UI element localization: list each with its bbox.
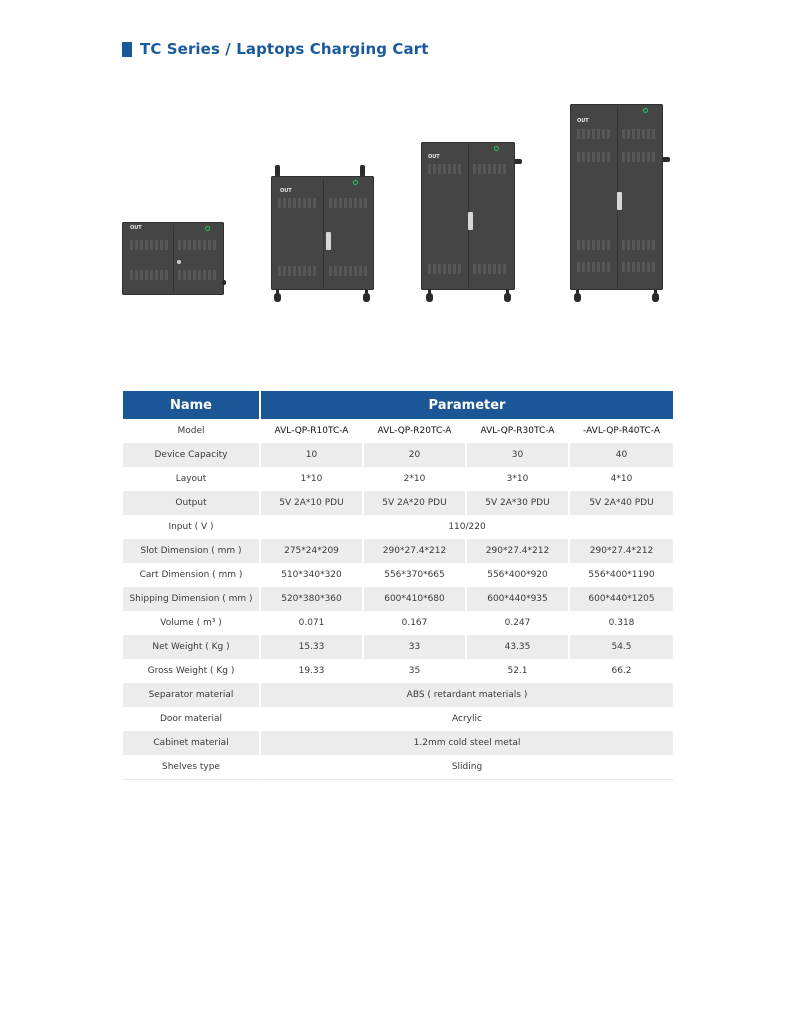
cell-value: 3*10 (466, 467, 569, 491)
door-seam (323, 179, 324, 287)
vent-grille (622, 240, 657, 250)
cell-value: 0.247 (466, 611, 569, 635)
cell-merged: 110/220 (448, 522, 486, 532)
cell-value: 35 (363, 659, 466, 683)
door-handle (326, 232, 331, 250)
wheel-icon (504, 293, 511, 302)
cell-value: 4*10 (610, 474, 633, 484)
vent-grille (577, 240, 612, 250)
vent-grille (473, 164, 508, 174)
vent-grille (622, 262, 657, 272)
cell-merged: ABS ( retardant materials ) (260, 683, 673, 707)
brand-logo: OUT (130, 225, 142, 231)
row-separator-material (123, 683, 673, 707)
vent-grille (622, 129, 657, 139)
cell-value: 19.33 (260, 659, 363, 683)
row-label: Device Capacity (123, 443, 260, 467)
row-cabinet-material (123, 731, 673, 755)
cell-value: 15.33 (260, 635, 363, 659)
brand-logo: OUT (428, 154, 440, 160)
side-handle (222, 280, 226, 285)
row-label: Cabinet material (123, 731, 260, 755)
vent-grille (428, 264, 463, 274)
cell-value: 5V 2A*30 PDU (466, 491, 569, 515)
wheel-icon (652, 293, 659, 302)
cell-value: 5V 2A*10 PDU (260, 491, 363, 515)
cell-value: -AVL-QP-R40TC-A (583, 426, 660, 436)
vent-grille (473, 264, 508, 274)
vent-grille (622, 152, 657, 162)
cell-value: 52.1 (466, 659, 569, 683)
wheel-icon (426, 293, 433, 302)
row-label: Net Weight ( Kg ) (123, 635, 260, 659)
wheel-icon (363, 293, 370, 302)
vent-grille (577, 152, 612, 162)
vent-grille (130, 270, 168, 280)
cell-value: 520*380*360 (260, 587, 363, 611)
cell-value: 2*10 (363, 467, 466, 491)
row-label: Slot Dimension ( mm ) (123, 539, 260, 563)
row-label: Model (123, 419, 260, 443)
cell-value: 556*370*665 (363, 563, 466, 587)
vent-grille (178, 270, 216, 280)
header-parameter: Parameter (260, 391, 673, 419)
row-label: Layout (123, 467, 260, 491)
cell-value: 0.071 (260, 611, 363, 635)
cell-value: 275*24*209 (260, 539, 363, 563)
cell-value: 0.318 (608, 618, 635, 628)
cell-merged: 1.2mm cold steel metal (260, 731, 673, 755)
cell-value: 66.2 (611, 666, 632, 676)
row-label: Shipping Dimension ( mm ) (123, 587, 260, 611)
side-handle (662, 157, 670, 162)
cell-value: 600*440*1205 (569, 587, 673, 611)
cell-value: 600*440*935 (466, 587, 569, 611)
page-title (122, 40, 429, 58)
row-label: Gross Weight ( Kg ) (123, 659, 260, 683)
cell-value: 0.167 (363, 611, 466, 635)
cell-value: 556*400*920 (466, 563, 569, 587)
page-title-text: TC Series / Laptops Charging Cart (140, 40, 429, 58)
row-shipping-dimension (123, 587, 673, 611)
door-seam (173, 225, 174, 292)
vent-grille (130, 240, 168, 250)
brand-logo: OUT (280, 188, 292, 194)
cell-value: 290*27.4*212 (466, 539, 569, 563)
cell-value: AVL-QP-R20TC-A (363, 419, 466, 443)
lock-icon (177, 260, 181, 264)
vent-grille (577, 129, 612, 139)
vent-grille (329, 266, 367, 276)
wheel-icon (274, 293, 281, 302)
row-label: Separator material (123, 683, 260, 707)
cart-body (570, 104, 663, 290)
row-label: Cart Dimension ( mm ) (123, 563, 260, 587)
cart-body (421, 142, 515, 290)
cell-value: 10 (260, 443, 363, 467)
cell-value: 5V 2A*20 PDU (363, 491, 466, 515)
table-header-row (123, 391, 673, 419)
title-accent-bar (122, 42, 132, 57)
cell-value: 290*27.4*212 (363, 539, 466, 563)
cell-value: 600*410*680 (363, 587, 466, 611)
header-name: Name (123, 391, 260, 419)
power-led-icon (205, 226, 210, 231)
cell-value: 510*340*320 (260, 563, 363, 587)
cell-value: 5V 2A*40 PDU (569, 491, 673, 515)
cell-value: 290*27.4*212 (569, 539, 673, 563)
power-led-icon (494, 146, 499, 151)
cell-value: 40 (569, 443, 673, 467)
row-label: Door material (123, 707, 260, 731)
row-cart-dimension (123, 563, 673, 587)
spec-table (123, 391, 673, 780)
cell-value: 556*400*1190 (588, 570, 655, 580)
row-model (123, 419, 673, 443)
cell-merged: Acrylic (452, 714, 482, 724)
cell-value: AVL-QP-R30TC-A (466, 419, 569, 443)
door-handle (468, 212, 473, 230)
cell-value: 1*10 (260, 467, 363, 491)
row-label: Volume ( m³ ) (123, 611, 260, 635)
row-input (123, 515, 673, 539)
cell-value: AVL-QP-R10TC-A (260, 419, 363, 443)
cell-merged: Sliding (260, 755, 673, 780)
brand-logo: OUT (577, 118, 589, 124)
door-handle (617, 192, 622, 210)
row-net-weight (123, 635, 673, 659)
row-label: Shelves type (123, 755, 260, 780)
power-led-icon (643, 108, 648, 113)
row-output (123, 491, 673, 515)
row-layout (123, 467, 673, 491)
row-label: Output (123, 491, 260, 515)
vent-grille (278, 198, 316, 208)
cell-value: 54.5 (569, 635, 673, 659)
vent-grille (178, 240, 216, 250)
power-led-icon (353, 180, 358, 185)
cart-body (271, 176, 374, 290)
row-volume (123, 611, 673, 635)
cell-value: 33 (363, 635, 466, 659)
cabinet-body (122, 222, 224, 295)
row-device-capacity (123, 443, 673, 467)
vent-grille (278, 266, 316, 276)
row-shelves-type (123, 755, 673, 780)
vent-grille (329, 198, 367, 208)
cell-value: 30 (466, 443, 569, 467)
cell-value: 20 (363, 443, 466, 467)
vent-grille (577, 262, 612, 272)
side-handle (514, 159, 522, 164)
cell-value: 43.35 (466, 635, 569, 659)
row-door-material (123, 707, 673, 731)
row-slot-dimension (123, 539, 673, 563)
row-gross-weight (123, 659, 673, 683)
wheel-icon (574, 293, 581, 302)
row-label: Input ( V ) (123, 515, 260, 539)
vent-grille (428, 164, 463, 174)
